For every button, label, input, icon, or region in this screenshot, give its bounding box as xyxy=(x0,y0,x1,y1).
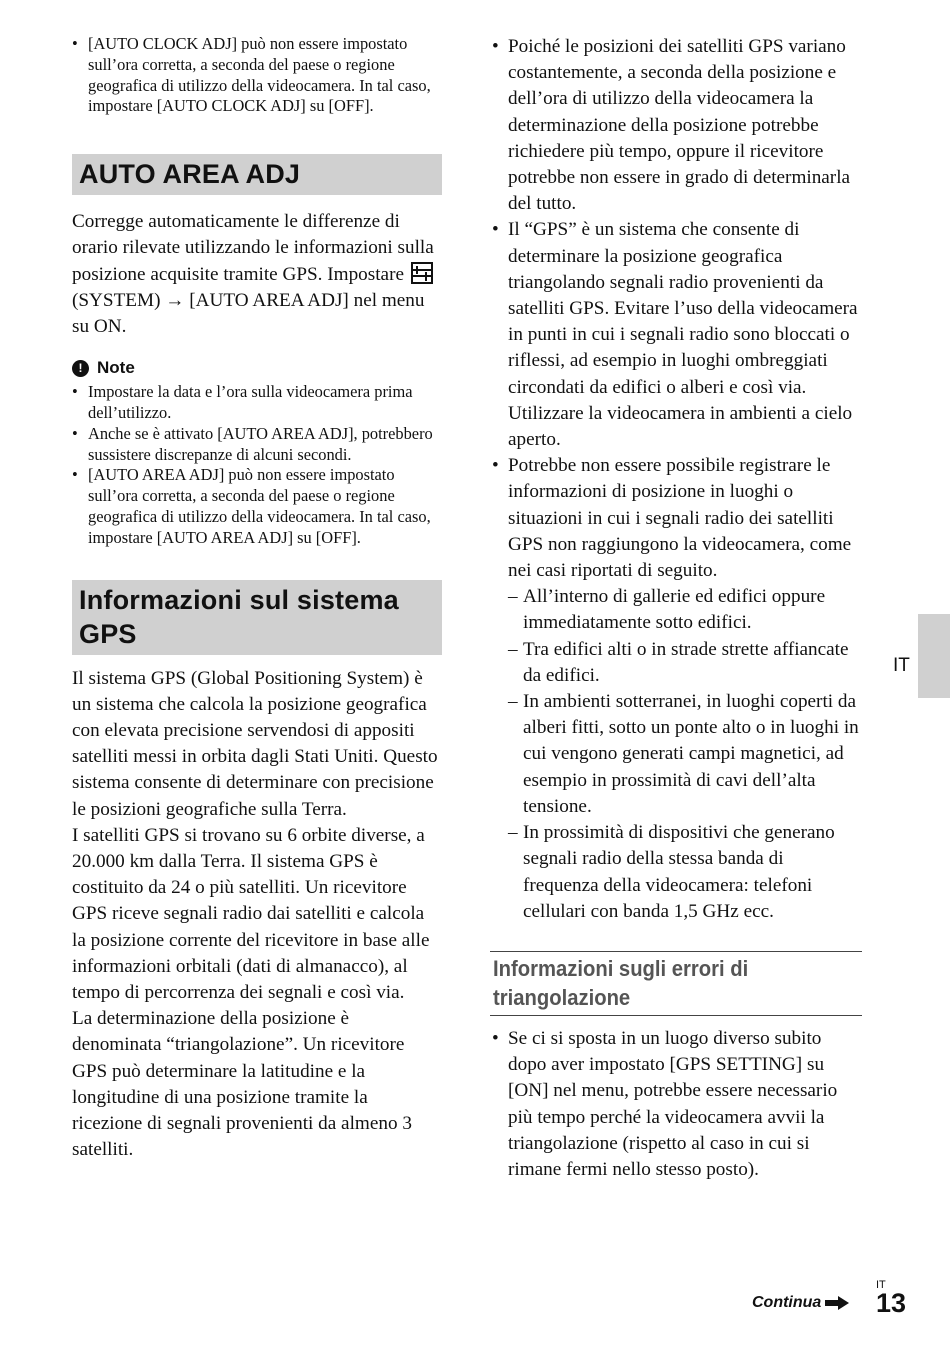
dash-item: – All’interno di gallerie ed edifici oppure immediatamente sotto edifici. xyxy=(508,584,862,636)
note-icon: ! xyxy=(72,360,89,377)
system-menu-icon xyxy=(411,262,433,284)
side-tab-label: IT xyxy=(893,655,910,676)
gps-bullet-list xyxy=(490,34,862,925)
subsection-bullet-list xyxy=(490,1026,862,1183)
continue-indicator xyxy=(752,1294,849,1312)
section-title: Informazioni sul sistema GPS xyxy=(72,580,442,655)
note-item: • Anche se è attivato [AUTO AREA ADJ], potrebbero sussistere discrepanze di alcuni secondi. xyxy=(72,424,442,466)
gps-bullet: • Il “GPS” è un sistema che consente di determinare la posizione geografica triangolando segnali radio provenienti da satelliti GPS. Evitare l’uso della videocamera in punti in cui i segnali radio sono bloccati o riflessi, ad esempio in luoghi ombreggiati circondati da edifici o alberi e così via. Utilizzare la videocamera in ambienti a cielo aperto. xyxy=(490,217,862,453)
gps-bullet: • Poiché le posizioni dei satelliti GPS variano costantemente, a seconda della posizione e dell’ora di utilizzo della videocamera la determinazione della posizione potrebbe richiedere più tempo, oppure il ricevitore potrebbe non essere in grado di determinarla del tutto. xyxy=(490,34,862,217)
note-item: • [AUTO AREA ADJ] può non essere impostato sull’ora corretta, a seconda del paese o regione geografica di utilizzo della videocamera. In tal caso, impostare [AUTO AREA ADJ] su [OFF]. xyxy=(72,465,442,548)
subsection-title: Informazioni sugli errori di triangolazione xyxy=(493,955,749,1010)
intro-bullet: • [AUTO CLOCK ADJ] può non essere impostato sull’ora corretta, a seconda del paese o regione geografica di utilizzo della videocamera. In tal caso, impostare [AUTO CLOCK ADJ] su [OFF]. xyxy=(72,34,442,117)
dash-list xyxy=(508,584,862,925)
subsection-bullet: • Se ci si sposta in un luogo diverso subito dopo aver impostato [GPS SETTING] su [ON] nel menu, potrebbe essere necessario più tempo perché la videocamera avvii la triangolazione (rispetto al caso in cui si rimane fermi nello stesso posto). xyxy=(490,1026,862,1183)
dash-item: – In prossimità di dispositivi che generano segnali radio della stessa banda di frequenza della videocamera: telefoni cellulari con banda 1,5 GHz ecc. xyxy=(508,820,862,925)
note-label: Note xyxy=(97,358,135,378)
continue-label: Continua xyxy=(752,1294,822,1311)
intro-bullet-list xyxy=(72,34,442,117)
page-number: 13 xyxy=(876,1288,907,1318)
gps-bullet: • Potrebbe non essere possibile registrare le informazioni di posizione in luoghi o situazioni in cui i segnali radio dei satelliti GPS non raggiungono la videocamera, come nei casi riportati di seguito. – All’interno di gallerie ed edifici oppure immediatamente sotto edifici. – Tra edifici alti o in strade strette affiancate da edifici. – In ambienti sotterranei, in luoghi coperti da alberi fitti, sotto un ponte alto o in luoghi in cui vengono generati campi magnetici, ad esempio in prossimità di cavi dell’alta tensione. – In prossimità di dispositivi che generano segnali radio della stessa banda di frequenza della videocamera: telefoni cellulari con banda 1,5 GHz ecc. xyxy=(490,453,862,925)
left-column xyxy=(72,34,442,1163)
auto-area-paragraph: Corregge automaticamente le differenze di orario rilevate utilizzando le informazioni sulla posizione acquisite tramite GPS. Impostare (SYSTEM) → [AUTO AREA ADJ] nel menu su ON. xyxy=(72,211,434,337)
section-heading-auto-area-adj xyxy=(72,154,442,195)
dash-item: – Tra edifici alti o in strade strette affiancate da edifici. xyxy=(508,637,862,689)
note-list xyxy=(72,382,442,548)
gps-paragraph: Il sistema GPS (Global Positioning System) è un sistema che calcola la posizione geografica con elevata precisione servendosi di appositi satelliti messi in orbita dagli Stati Uniti. Questo sistema consente di determinare con precisione le posizioni geografiche sulla Terra. xyxy=(72,667,438,820)
gps-paragraph: I satelliti GPS si trovano su 6 orbite diverse, a 20.000 km dalla Terra. Il sistema GPS è costituito da 24 o più satelliti. Un ricevitore GPS riceve segnali radio dai satelliti e calcola la posizione corrente del ricevitore in base alle informazioni orbitali (dati di almanacco), al tempo di percorrenza dei segnali e così via. xyxy=(72,824,430,1004)
right-column xyxy=(490,34,862,1183)
language-side-tab xyxy=(918,614,950,698)
section-title: AUTO AREA ADJ xyxy=(72,154,442,195)
subsection-heading xyxy=(490,951,862,1016)
gps-paragraph: La determinazione della posizione è denominata “triangolazione”. Un ricevitore GPS può determinare la latitudine e la longitudine di una posizione tramite la ricezione di segnali provenienti da almeno 3 satelliti. xyxy=(72,1008,412,1161)
dash-item: – In ambienti sotterranei, in luoghi coperti da alberi fitti, sotto un ponte alto o in luoghi in cui vengono generati campi magnetici, ad esempio in prossimità di cavi dell’alta tensione. xyxy=(508,689,862,820)
note-header xyxy=(72,358,442,378)
note-item: • Impostare la data e l’ora sulla videocamera prima dell’utilizzo. xyxy=(72,382,442,424)
arrow-right-icon xyxy=(825,1296,849,1310)
footer-language: IT xyxy=(876,1279,886,1291)
section-heading-gps xyxy=(72,580,442,655)
